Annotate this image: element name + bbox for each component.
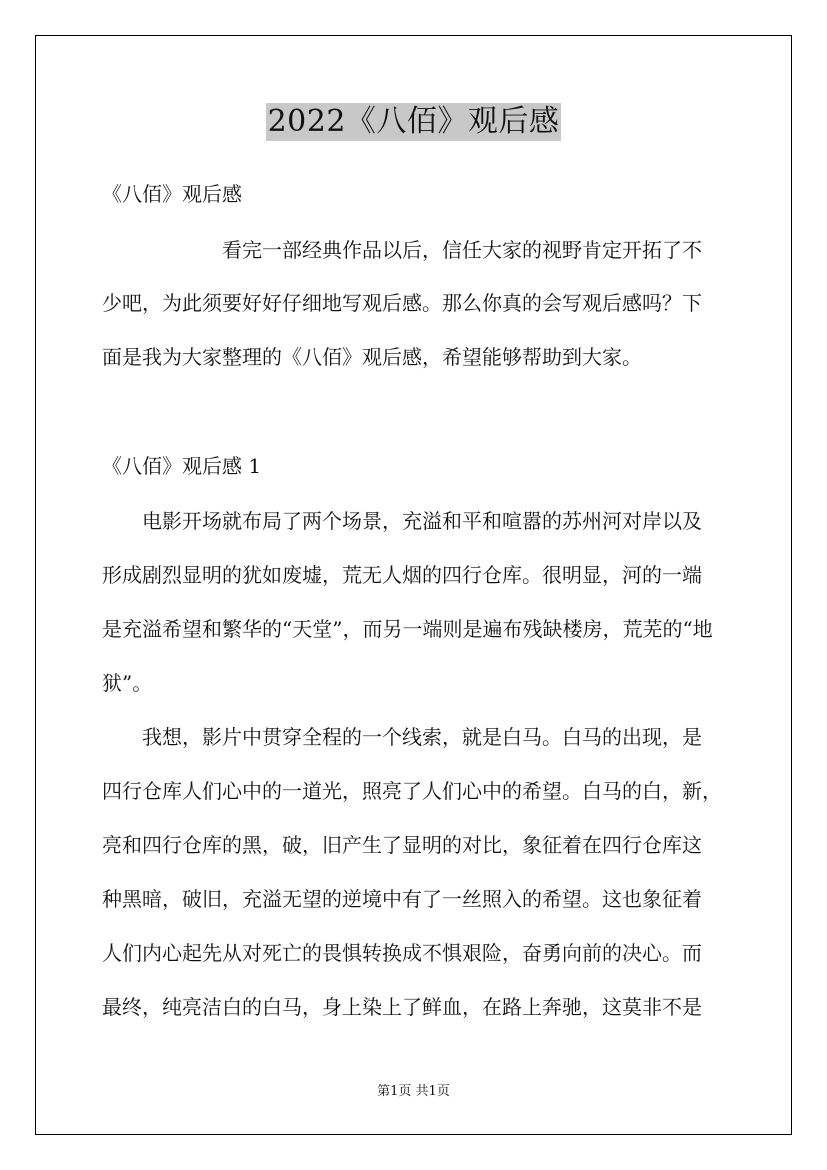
paragraph-line: 是充溢希望和繁华的“天堂”，而另一端则是遍布残缺楼房，荒芜的“地 <box>102 617 713 641</box>
paragraph-line: 亮和四行仓库的黑，破，旧产生了显明的对比，象征着在四行仓库这 <box>102 833 702 857</box>
intro-line: 看完一部经典作品以后，信任大家的视野肯定开拓了不 <box>222 238 702 262</box>
paragraph-line: 最终，纯亮洁白的白马，身上染上了鲜血，在路上奔驰，这莫非不是 <box>102 995 702 1019</box>
intro-heading: 《八佰》观后感 <box>102 182 242 206</box>
paragraph-line: 四行仓库人们心中的一道光，照亮了人们心中的希望。白马的白，新， <box>102 779 722 803</box>
section-heading: 《八佰》观后感 1 <box>102 454 262 478</box>
document-title <box>0 103 827 141</box>
paragraph-line: 种黑暗，破旧，充溢无望的逆境中有了一丝照入的希望。这也象征着 <box>102 887 702 911</box>
intro-line: 面是我为大家整理的《八佰》观后感，希望能够帮助到大家。 <box>102 345 642 369</box>
paragraph-line: 电影开场就布局了两个场景，充溢和平和喧嚣的苏州河对岸以及 <box>142 509 702 533</box>
paragraph-line: 形成剧烈显明的犹如废墟，荒无人烟的四行仓库。很明显，河的一端 <box>102 563 702 587</box>
paragraph-line: 人们内心起先从对死亡的畏惧转换成不惧艰险，奋勇向前的决心。而 <box>102 941 702 965</box>
paragraph-line: 我想，影片中贯穿全程的一个线索，就是白马。白马的出现，是 <box>142 725 702 749</box>
document-title-text: 2022《八佰》观后感 <box>267 104 560 139</box>
intro-line: 少吧，为此须要好好仔细地写观后感。那么你真的会写观后感吗？下 <box>102 291 702 315</box>
page-footer: 第1页 共1页 <box>377 1084 450 1099</box>
paragraph-line: 狱”。 <box>102 671 153 695</box>
